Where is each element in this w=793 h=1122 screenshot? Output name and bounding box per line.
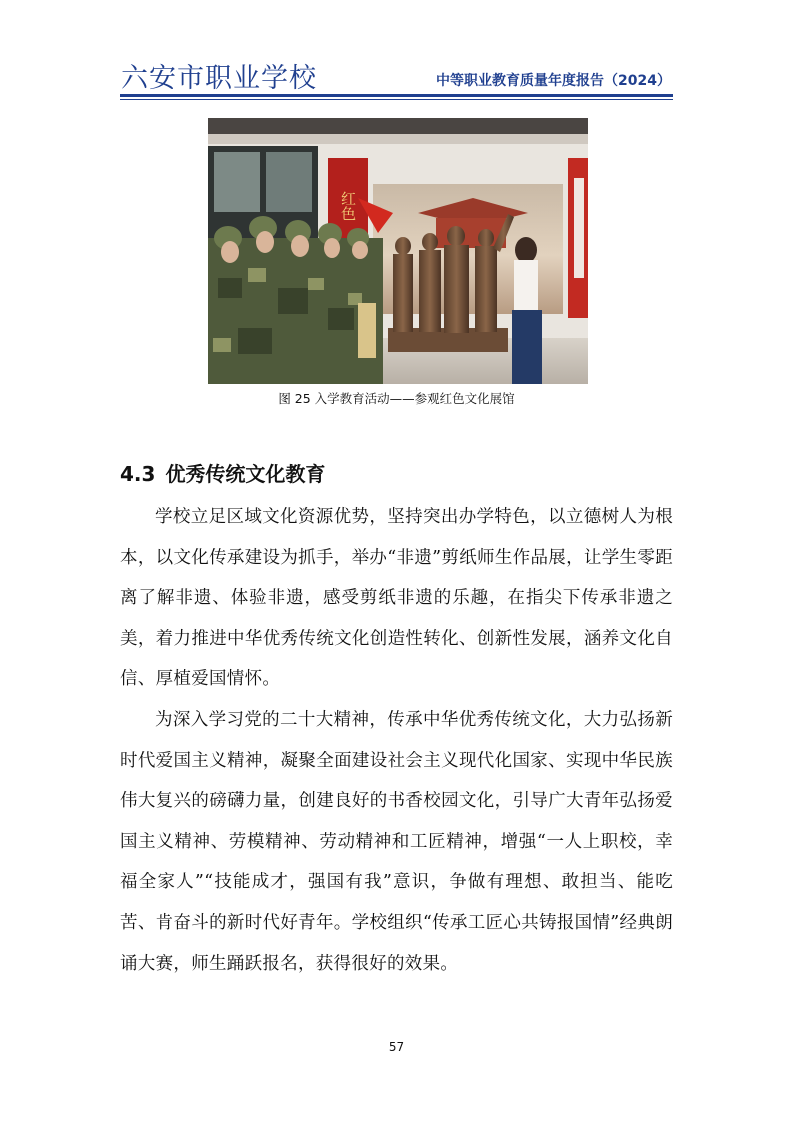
section-heading: [120, 458, 325, 487]
header-rule-thin: [120, 99, 673, 100]
figure-caption: 图 25 入学教育活动——参观红色文化展馆: [278, 391, 515, 406]
section-number: 4.3: [120, 462, 156, 486]
header-rule-thick: [120, 94, 673, 97]
section-title: 优秀传统文化教育: [165, 462, 326, 486]
report-title: 中等职业教育质量年度报告（2024）: [436, 73, 671, 89]
body-paragraph-2: 为深入学习党的二十大精神，传承中华优秀传统文化，大力弘扬新时代爱国主义精神，凝聚全面建设社会主义现代化国家、实现中华民族伟大复兴的磅礴力量，创建良好的书香校园文化，引导广大青年弘扬爱国主义精神、劳模精神、劳动精神和工匠精神，增强“一人上职校，幸福全家人”“技能成才，强国有我”意识，争做有理想、敢担当、能吃苦、肯奋斗的新时代好青年。学校组织“传承工匠心共铸报国情”经典朗诵大赛，师生踊跃报名，获得很好的效果。: [120, 710, 673, 974]
exhibition-photo: [208, 118, 588, 384]
page-number: 57: [388, 1040, 405, 1054]
school-name: 六安市职业学校: [121, 63, 317, 94]
sign-text: 红色: [339, 191, 357, 221]
body-paragraph-1: 学校立足区域文化资源优势，坚持突出办学特色，以立德树人为根本，以文化传承建设为抓手，举办“非遗”剪纸师生作品展，让学生零距离了解非遗、体验非遗，感受剪纸非遗的乐趣，在指尖下传承非遗之美，着力推进中华优秀传统文化创造性转化、创新性发展，涵养文化自信、厚植爱国情怀。: [120, 507, 673, 690]
